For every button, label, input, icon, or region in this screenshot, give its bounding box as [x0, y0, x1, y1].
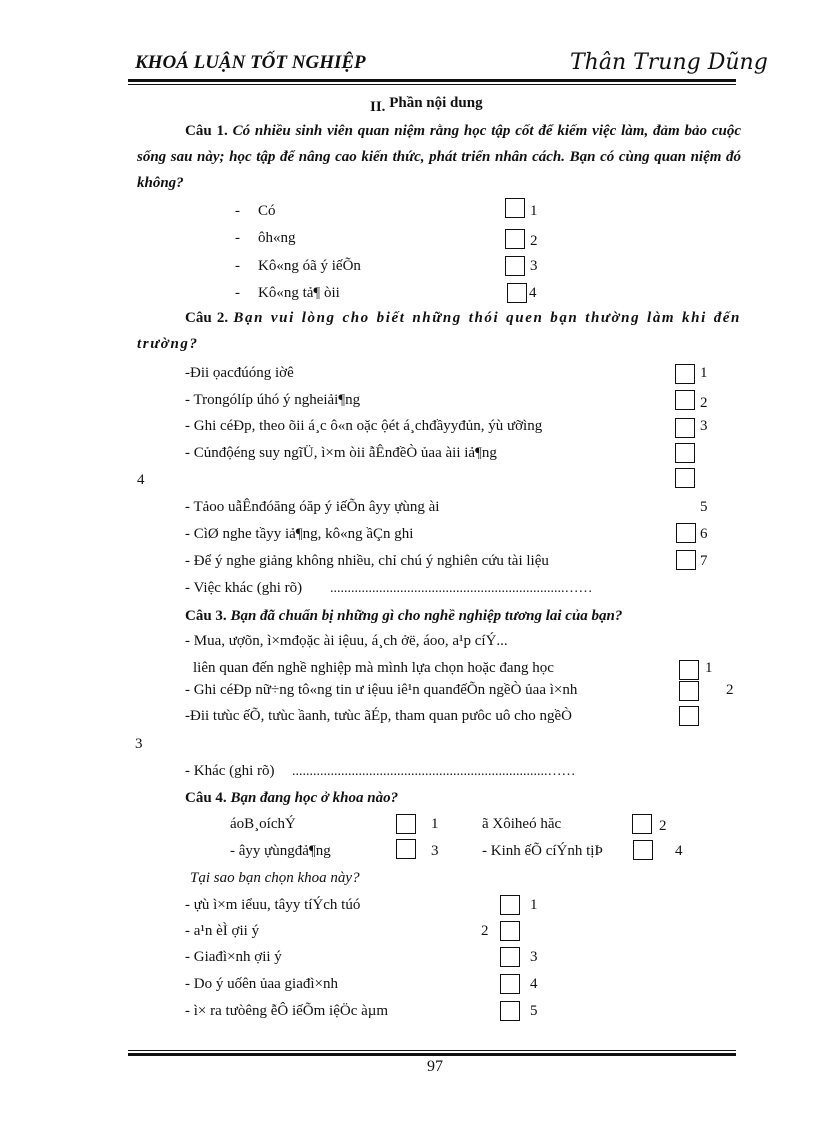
q1-option-label: Kô«ng óã ý iếÕn [258, 258, 361, 274]
section-number: II. [370, 99, 386, 115]
q4-option-label: ã Xôiheó hăc [482, 816, 562, 832]
question-1-label: Câu 1. [185, 123, 228, 139]
q4-why-option: - a¹n èÌ ợii ý [185, 923, 260, 939]
question-2-text: Bạn vui lòng cho biết những thói quen bạn thường làm khi đến trường? [137, 310, 741, 352]
q3-option-label: - Ghi céĐp nữ÷ng tô«ng tin ư iệuu iê¹n quanđếÕn ngềÒ ủaa ì×nh [185, 682, 578, 698]
q1-option-label: Có [258, 203, 276, 219]
q2-checkbox-4b[interactable] [675, 468, 695, 488]
question-2-label: Câu 2. [185, 310, 229, 326]
q2-option-label: - CìØ nghe tầyy iả¶ng, kô«ng ầÇn ghi [185, 526, 414, 542]
q3-checkbox-1[interactable] [679, 660, 699, 680]
question-1 [137, 118, 741, 196]
q2-other-dots[interactable]: ...................................................................…… [330, 581, 593, 596]
q2-checkbox-7[interactable] [676, 550, 696, 570]
q4-option-label: áoB¸oíchÝ [230, 816, 296, 832]
q3-option-label: -Đii tưùc ếÕ, tưùc ầanh, tưùc ãÉp, tham quan pưôc uô cho ngềÒ [185, 708, 572, 724]
q4-why-checkbox-4[interactable] [500, 974, 520, 994]
q1-checkbox-1[interactable] [505, 198, 525, 218]
q4-why-option: - Giađì×nh ợii ý [185, 949, 282, 965]
q4-option-label: - âyy ựùngđả¶ng [230, 843, 331, 859]
question-3-label: Câu 3. [185, 608, 227, 624]
question-4 [137, 785, 741, 811]
q1-checkbox-3[interactable] [505, 256, 525, 276]
q4-why-option: - ì× ra tưòêng ễÔ iếÕm iệÖc àµm [185, 1003, 389, 1019]
q1-checkbox-4[interactable] [507, 283, 527, 303]
q1-option-label: ôh«ng [258, 230, 296, 246]
q2-option-label: - Trongólíp úhó ý ngheiải¶ng [185, 392, 361, 408]
header-author: Thân Trung Dũng [570, 50, 768, 75]
q2-checkbox-4a[interactable] [675, 443, 695, 463]
header-rule-thin [128, 84, 736, 85]
question-4-label: Câu 4. [185, 790, 227, 806]
q2-checkbox-6[interactable] [676, 523, 696, 543]
header-rule-thick [128, 79, 736, 82]
q2-other-label: - Việc khác (ghi rõ) [185, 580, 303, 596]
footer-rule-thick [128, 1053, 736, 1056]
q4-option-label: - Kinh ếÕ cíÝnh tịÞ [482, 843, 603, 859]
question-4-text: Bạn đang học ở khoa nào? [230, 790, 399, 806]
question-2 [137, 305, 741, 357]
q4-checkbox-4[interactable] [633, 840, 653, 860]
q1-option-label: Kô«ng tả¶ òii [258, 285, 340, 301]
q4-why-label: Tại sao bạn chọn khoa này? [190, 870, 360, 886]
q1-checkbox-2[interactable] [505, 229, 525, 249]
q4-why-checkbox-5[interactable] [500, 1001, 520, 1021]
q4-checkbox-2[interactable] [632, 814, 652, 834]
q2-option-label: - Ghi céĐp, theo õii á¸c ô«n oặc ộét á¸chđầyyđủn, ýù ưỡìng [185, 418, 543, 434]
q4-why-option: - Do ý uốên ủaa giađì×nh [185, 976, 339, 992]
q3-checkbox-2[interactable] [679, 681, 699, 701]
q4-checkbox-3[interactable] [396, 839, 416, 859]
section-title [370, 95, 483, 115]
section-title-text: Phần nội dung [389, 95, 483, 111]
question-1-text: Có nhiều sinh viên quan niệm rằng học tập cốt để kiếm việc làm, đảm bảo cuộc sống sau này; học tập để nâng cao kiến thức, phát triển nhân cách. Bạn có cùng quan niệm đó không? [137, 123, 741, 191]
q3-other-dots[interactable]: .........................................................................…… [292, 764, 576, 779]
question-3-text: Bạn đã chuẩn bị những gì cho nghề nghiệp tương lai của bạn? [230, 608, 623, 624]
q2-option-label: - Để ý nghe giảng không nhiều, chỉ chú ý nghiên cứu tài liệu [185, 553, 549, 569]
q2-checkbox-3[interactable] [675, 418, 695, 438]
q3-option-label: liên quan đến nghề nghiệp mà mình lựa chọn hoặc đang học [193, 660, 554, 676]
q2-checkbox-1[interactable] [675, 364, 695, 384]
q3-checkbox-3[interactable] [679, 706, 699, 726]
q4-checkbox-1[interactable] [396, 814, 416, 834]
q2-checkbox-2[interactable] [675, 390, 695, 410]
question-3 [137, 603, 741, 629]
page-number: 97 [427, 1058, 443, 1075]
header-title: KHOÁ LUẬN TỐT NGHIỆP [135, 52, 366, 73]
q2-option-label: -Đii ọacđúóng iờê [185, 365, 294, 381]
q3-option-label: - Mua, ượõn, ì×mđọặc ài iệuu, á¸ch ởë, áoo, a¹p cíÝ... [185, 633, 508, 649]
footer-rule-thin [128, 1050, 736, 1051]
q4-why-option: - ựù ì×m iểuu, tâyy tíÝch túó [185, 897, 361, 913]
q2-option-label: - Tảoo uẫÊnđóăng óăp ý iếÕn âyy ựùng ài [185, 499, 440, 515]
q4-why-checkbox-1[interactable] [500, 895, 520, 915]
q4-why-checkbox-3[interactable] [500, 947, 520, 967]
q4-why-checkbox-2[interactable] [500, 921, 520, 941]
q3-other-label: - Khác (ghi rõ) [185, 763, 275, 779]
q2-option-label: - Củnđộéng suy ngĩÜ, ì×m òii ẫÊnđềÒ ủaa àii iả¶ng [185, 445, 497, 461]
